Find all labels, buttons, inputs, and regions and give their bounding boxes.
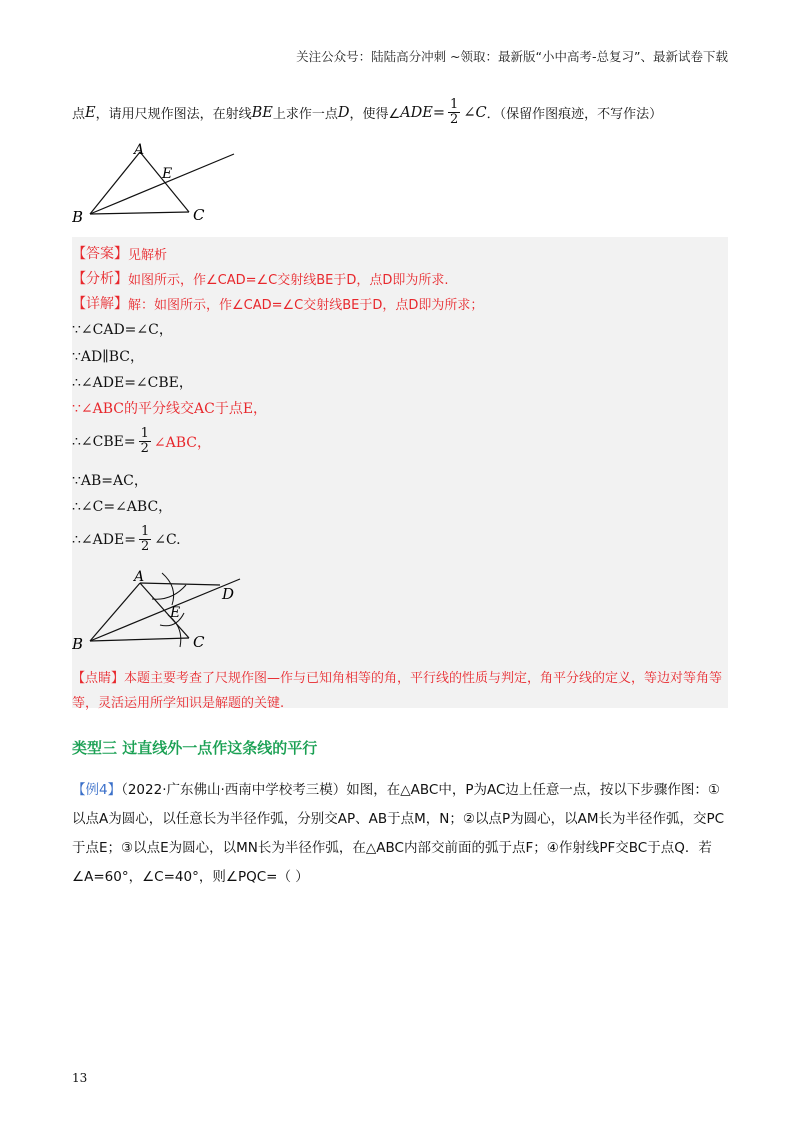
label-e-2: E xyxy=(170,605,181,621)
page-header: 关注公众号：陆陆高分冲刺 ~领取：最新版“小中高考-总复习”、最新试卷下载 xyxy=(296,49,728,64)
step-8 xyxy=(72,525,181,554)
detail-text: 解：如图所示，作∠CAD=∠C交射线BE于D，点D即为所求； xyxy=(128,297,484,313)
segment-ac xyxy=(140,152,189,212)
step-2: ∵AD∥BC， xyxy=(72,349,144,365)
step-8-pre: ∴∠ADE= xyxy=(72,531,136,548)
label-c: C xyxy=(193,206,205,224)
analysis-line xyxy=(72,268,449,288)
ray-be-2 xyxy=(90,579,240,641)
detail-line xyxy=(72,293,483,313)
step-5 xyxy=(72,427,211,456)
ray-be: BE xyxy=(251,104,273,121)
segment-bc xyxy=(90,212,189,214)
arc-2 xyxy=(152,585,186,599)
step-5-post: ∠ABC， xyxy=(153,434,211,451)
angle-c: ∠C xyxy=(463,104,487,121)
step-3: ∴∠ADE=∠CBE， xyxy=(72,375,193,391)
label-c-2: C xyxy=(193,633,205,651)
answer-text: 见解析 xyxy=(128,247,168,263)
step-5-denominator: 2 xyxy=(140,441,149,456)
problem-mid1: ，请用尺规作图法，在射线 xyxy=(95,107,252,122)
fraction-half xyxy=(448,98,460,127)
fraction-denominator: 2 xyxy=(450,112,459,127)
step-1: ∵∠CAD=∠C， xyxy=(72,322,173,338)
label-a-2: A xyxy=(134,569,145,585)
label-d-2: D xyxy=(222,585,235,603)
step-8-fraction xyxy=(139,525,151,554)
angle-ade: ADE xyxy=(400,104,433,121)
construction-figure-2 xyxy=(72,565,252,655)
answer-line xyxy=(72,243,167,263)
problem-mid3: ，使得∠ xyxy=(349,107,401,122)
problem-suffix: ．（保留作图痕迹，不写作法） xyxy=(486,107,663,122)
step-8-denominator: 2 xyxy=(140,539,150,554)
label-e: E xyxy=(162,166,173,182)
label-b-2: B xyxy=(72,635,84,653)
label-b: B xyxy=(72,208,84,226)
equals-sign: = xyxy=(432,104,446,121)
step-5-pre: ∴∠CBE= xyxy=(72,433,136,450)
step-5-fraction xyxy=(139,427,151,456)
point-d: D xyxy=(337,104,350,121)
triangle-figure-1 xyxy=(72,140,252,230)
ray-be-line xyxy=(90,154,234,214)
step-5-numerator: 1 xyxy=(140,426,149,441)
segment-ab xyxy=(90,152,140,214)
segment-bc-2 xyxy=(90,638,189,641)
segment-ad xyxy=(140,583,220,585)
analysis-tag: 【分析】 xyxy=(72,271,128,287)
segment-ab-2 xyxy=(90,583,140,641)
problem-mid2: 上求作一点 xyxy=(272,107,338,122)
example-block xyxy=(72,776,728,892)
answer-tag: 【答案】 xyxy=(72,246,128,262)
point-e: E xyxy=(85,104,96,121)
step-8-post: ∠C. xyxy=(154,531,181,548)
label-a: A xyxy=(134,142,145,158)
section-title: 类型三 过直线外一点作这条线的平行 xyxy=(72,739,318,757)
example-text: （2022·广东佛山·西南中学校考三模）如图，在△ABC中，P为AC边上任意一点，按以下步骤作图：①以点A为圆心，以任意长为半径作弧，分别交AP、AB于点M，N；②以点P为圆心，以AM长为半径作弧，交PC于点E；③以点E为圆心，以MN长为半径作弧，在△ABC内部交前面的弧于点F；④作射线PF交BC于点Q．若∠A=60°，∠C=40°，则∠PQC=（ ） xyxy=(72,782,725,885)
detail-tag: 【详解】 xyxy=(72,296,128,312)
comment-text: 本题主要考查了尺规作图—作与已知角相等的角，平行线的性质与判定，角平分线的定义，等边对等角等等，灵活运用所学知识是解题的关键. xyxy=(72,671,723,711)
arc-1 xyxy=(162,573,174,605)
comment-tag: 【点睛】 xyxy=(72,671,125,686)
step-4: ∵∠ABC的平分线交AC于点E， xyxy=(72,401,268,417)
step-7: ∴∠C=∠ABC， xyxy=(72,499,173,515)
problem-prefix: 点 xyxy=(72,107,86,122)
analysis-text: 如图所示，作∠CAD=∠C交射线BE于D，点D即为所求. xyxy=(128,272,449,288)
example-tag: 【例4】 xyxy=(72,782,122,798)
fraction-numerator: 1 xyxy=(450,97,459,112)
comment-block xyxy=(72,666,728,716)
step-6: ∵AB=AC， xyxy=(72,473,148,489)
page-number: 13 xyxy=(72,1071,88,1085)
step-8-numerator: 1 xyxy=(140,524,150,539)
problem-statement xyxy=(72,98,662,127)
